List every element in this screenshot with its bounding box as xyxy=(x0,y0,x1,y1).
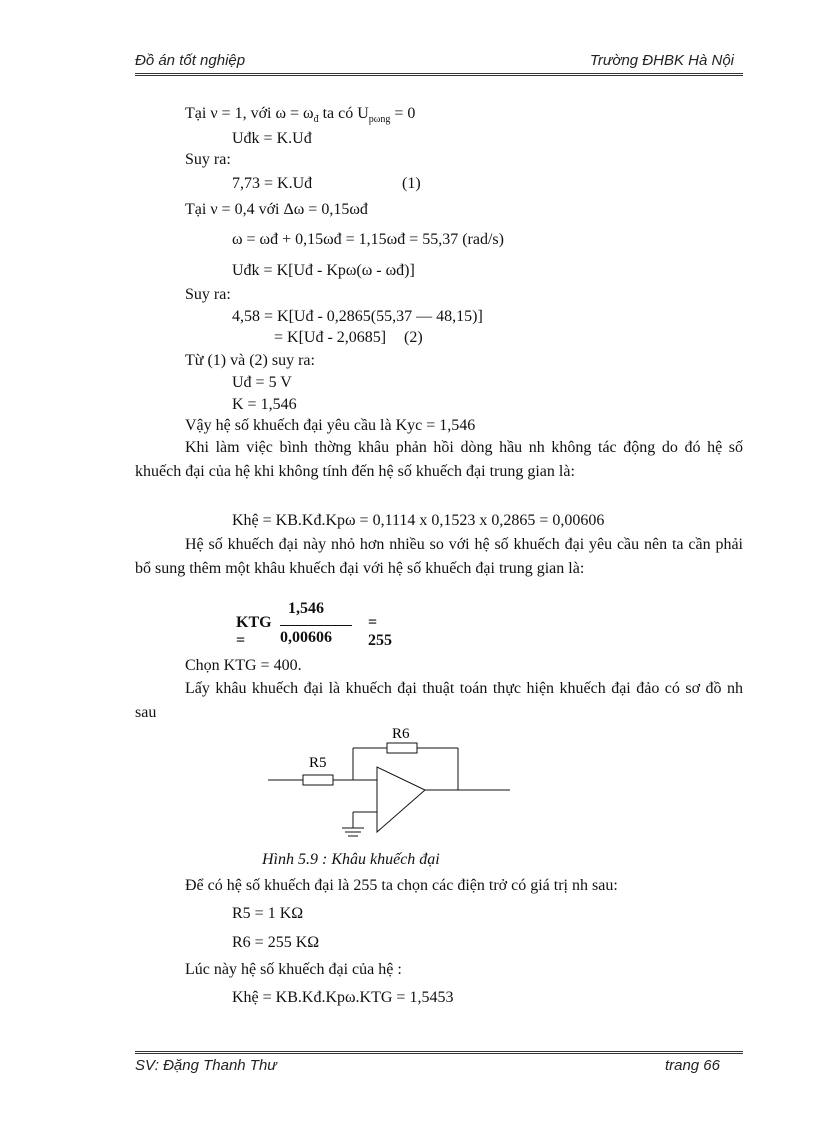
figure-caption: Hình 5.9 : Khâu khuếch đại xyxy=(262,851,440,868)
eq-line: = K[Uđ - 2,0685] xyxy=(274,329,387,346)
amplifier-circuit xyxy=(0,724,816,844)
eq-line: ω = ωđ + 0,15ωđ = 1,15ωđ = 55,37 (rad/s) xyxy=(232,231,504,248)
text-line: Chọn KTG = 400. xyxy=(185,657,302,674)
eq-line: Uđ = 5 V xyxy=(232,374,292,391)
eq-line: Uđk = K.Uđ xyxy=(232,130,312,147)
header-right: Trường ĐHBK Hà Nội xyxy=(589,52,734,69)
paragraph: Hệ số khuếch đại này nhỏ hơn nhiều so với hệ số khuếch đại yêu cầu nên ta cần phải bổ sung thêm một khâu khuếch đại với hệ số khuếch đại trung gian là: xyxy=(135,536,743,577)
formula-rhs: = 255 xyxy=(368,614,392,649)
op-amp-triangle xyxy=(377,767,425,832)
header-left: Đồ án tốt nghiệp xyxy=(135,52,246,69)
text-line: Suy ra: xyxy=(185,286,231,303)
eq-line: Khệ = KB.Kđ.Kpω = 0,1114 x 0,1523 x 0,2865 = 0,00606 xyxy=(232,512,605,529)
eq-line: K = 1,546 xyxy=(232,396,297,413)
eq-number: (1) xyxy=(402,175,421,192)
eq-line: R5 = 1 KΩ xyxy=(232,905,304,922)
paragraph: Khi làm việc bình thờng khâu phản hồi dòng hầu nh không tác động do đó hệ số khuếch đại của hệ khi không tính đến hệ số khuếch đại trung gian là: xyxy=(135,439,743,480)
r6-label: R6 xyxy=(392,726,410,742)
paragraph: Lấy khâu khuếch đại là khuếch đại thuật toán thực hiện khuếch đại đảo có sơ đồ nh sau xyxy=(135,680,743,721)
r5-label: R5 xyxy=(309,755,327,771)
eq-line: R6 = 255 KΩ xyxy=(232,934,320,951)
eq-line: Khệ = KB.Kđ.Kpω.KTG = 1,5453 xyxy=(232,989,454,1006)
fraction-bar xyxy=(280,625,352,626)
text-line: Lúc này hệ số khuếch đại của hệ : xyxy=(185,961,402,978)
header-rule xyxy=(135,73,743,78)
footer-right: trang 66 xyxy=(664,1057,720,1074)
formula-lhs: KTG = xyxy=(236,614,272,649)
text-line: Vậy hệ số khuếch đại yêu cầu là Kyc = 1,546 xyxy=(185,417,476,434)
eq-line: 4,58 = K[Uđ - 0,2865(55,37 — 48,15)] xyxy=(232,308,483,325)
text-line: Từ (1) và (2) suy ra: xyxy=(185,352,315,369)
eq-line: 7,73 = K.Uđ xyxy=(232,175,313,192)
formula-numerator: 1,546 xyxy=(288,600,324,617)
formula-denominator: 0,00606 xyxy=(280,629,332,646)
eq-line: Uđk = K[Uđ - Kpω(ω - ωđ)] xyxy=(232,262,415,279)
resistor-r5 xyxy=(303,775,333,785)
footer-rule xyxy=(135,1051,743,1056)
eq-line: Tại ν = 1, với $\omega = \omega_đ$ ta có $U_{p\omega ng} = 0$ xyxy=(185,105,416,126)
eq-number: (2) xyxy=(404,329,423,346)
text-line: Để có hệ số khuếch đại là 255 ta chọn các điện trở có giá trị nh sau: xyxy=(185,877,618,894)
eq-line: Tại ν = 0,4 với Δω = 0,15ωđ xyxy=(185,201,368,218)
text-line: Suy ra: xyxy=(185,151,231,168)
resistor-r6 xyxy=(387,743,417,753)
footer-left: SV: Đặng Thanh Thư xyxy=(135,1057,277,1074)
